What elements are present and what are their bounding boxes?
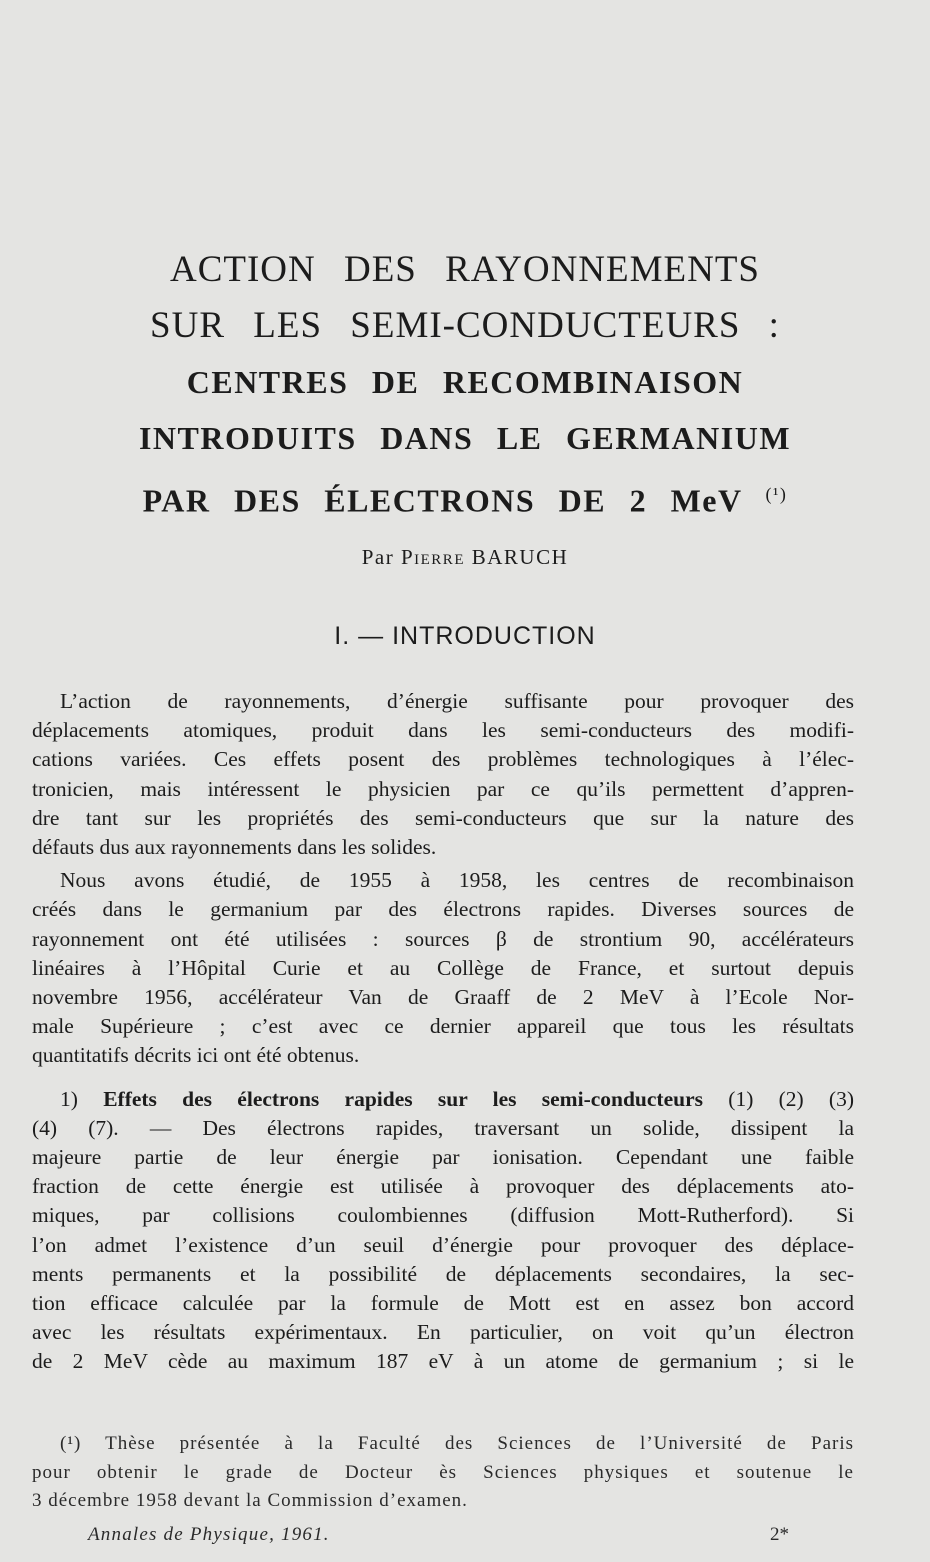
paragraph-2-line: male Supérieure ; c’est avec ce dernier appareil que tous les résultats (32, 1014, 854, 1039)
subsection-references: (1) (2) (3) (728, 1086, 855, 1111)
footnote-line: 3 décembre 1958 devant la Commission d’examen. (32, 1490, 468, 1511)
paragraph-1 (32, 687, 854, 862)
paragraph-2 (32, 866, 854, 1070)
signature-mark: 2* (770, 1524, 789, 1545)
author-line (0, 545, 930, 570)
subsection-title: Effets des électrons rapides sur les semi-conducteurs (103, 1086, 704, 1111)
author-prefix: Par (361, 545, 395, 569)
paragraph-3-line: ments permanents et la possibilité de déplacements secondaires, la sec- (32, 1261, 854, 1286)
paragraph-2-line: Nous avons étudié, de 1955 à 1958, les centres de recombinaison (60, 868, 854, 893)
journal-citation: Annales de Physique, 1961. (88, 1524, 330, 1545)
paragraph-3-line: l’on admet l’existence d’un seuil d’énergie pour provoquer des déplace- (32, 1232, 854, 1257)
title-footnote-marker: (¹) (765, 484, 788, 504)
paragraph-2-line: rayonnement ont été utilisées : sources β de strontium 90, accélérateurs (32, 926, 854, 951)
article-title (0, 242, 930, 529)
title-line-4: INTRODUITS DANS LE GERMANIUM (138, 420, 792, 456)
paragraph-2-line: novembre 1956, accélérateur Van de Graaff de 2 MeV à l’Ecole Nor- (32, 985, 854, 1010)
paragraph-1-line: cations variées. Ces effets posent des problèmes technologiques à l’élec- (32, 747, 854, 772)
paragraph-3-line: miques, par collisions coulombiennes (diffusion Mott-Rutherford). Si (32, 1203, 854, 1228)
title-line-1: ACTION DES RAYONNEMENTS (169, 249, 761, 290)
paragraph-2-line: linéaires à l’Hôpital Curie et au Collège de France, et surtout depuis (32, 955, 854, 980)
footnote-line: (¹) Thèse présentée à la Faculté des Sciences de l’Université de Paris (60, 1433, 854, 1454)
footnote-line: pour obtenir le grade de Docteur ès Sciences physiques et soutenue le (32, 1461, 854, 1483)
paragraph-2-line: quantitatifs décrits ici ont été obtenus. (32, 1043, 360, 1068)
paragraph-1-line: tronicien, mais intéressent le physicien par ce qu’ils permettent d’appren- (32, 776, 854, 801)
paragraph-3-line: tion efficace calculée par la formule de Mott est en assez bon accord (32, 1291, 854, 1316)
paragraph-3 (32, 1085, 854, 1377)
body-text (32, 687, 854, 1377)
paragraph-3-line: avec les résultats expérimentaux. En particulier, on voit qu’un électron (32, 1320, 854, 1345)
paragraph-1-line: dre tant sur les propriétés des semi-conducteurs que sur la nature des (32, 805, 854, 830)
paragraph-3-line: fraction de cette énergie est utilisée à provoquer des déplacements ato- (32, 1174, 854, 1199)
paragraph-2-line: créés dans le germanium par des électrons rapides. Diverses sources de (32, 897, 854, 922)
paragraph-3-line: (4) (7). — Des électrons rapides, traversant un solide, dissipent la (32, 1115, 854, 1140)
paragraph-1-line: déplacements atomiques, produit dans les semi-conducteurs des modifi- (32, 718, 854, 743)
author-first-name: Pierre (400, 545, 465, 569)
paragraph-1-line: L’action de rayonnements, d’énergie suffisante pour provoquer des (60, 689, 854, 713)
title-line-2: SUR LES SEMI-CONDUCTEURS : (150, 305, 780, 346)
paragraph-3-line: de 2 MeV cède au maximum 187 eV à un atome de germanium ; si le (32, 1349, 854, 1374)
title-line-5 (0, 466, 930, 529)
paragraph-1-line: défauts dus aux rayonnements dans les solides. (32, 835, 437, 860)
subsection-number: 1) (60, 1086, 78, 1111)
footnote (32, 1430, 854, 1516)
title-line-5-text: PAR DES ÉLECTRONS DE 2 MeV (142, 482, 743, 519)
title-line-3: CENTRES DE RECOMBINAISON (186, 364, 744, 400)
paragraph-3-line: majeure partie de leur énergie par ionisation. Cependant une faible (32, 1145, 854, 1170)
paragraph-3-heading-line (32, 1085, 854, 1114)
author-last-name: BARUCH (471, 545, 569, 569)
section-heading: I. — INTRODUCTION (334, 622, 596, 650)
